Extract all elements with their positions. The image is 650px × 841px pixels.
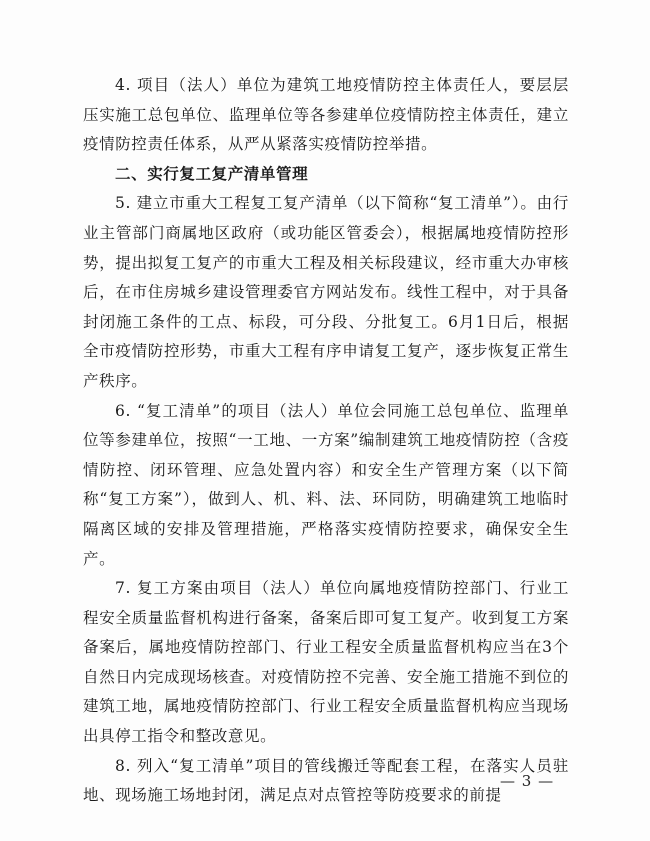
paragraph-item-8: 8. 列入“复工清单”项目的管线搬迁等配套工程，在落实人员驻地、现场施工场地封闭，满足点对点管控等防疫要求的前提 <box>83 756 569 805</box>
section-heading-2: 二、实行复工复产清单管理 <box>115 164 309 183</box>
page-number: — 3 — <box>500 772 555 790</box>
paragraph-item-7: 7. 复工方案由项目（法人）单位向属地疫情防控部门、行业工程安全质量监督机构进行备案，备案后即可复工复产。收到复工方案备案后，属地疫情防控部门、行业工程安全质量监督机构应当在3个自然日内完成现场核查。对疫情防控不完善、安全施工措施不到位的建筑工地，属地疫情防控部门、行业工程安全质量监督机构应当现场出具停工指令和整改意见。 <box>83 579 569 746</box>
paragraph-item-5: 5. 建立市重大工程复工复产清单（以下简称“复工清单”）。由行业主管部门商属地区政府（或功能区管委会），根据属地疫情防控形势，提出拟复工复产的市重大工程及相关标段建议，经市重大办审核后，在市住房城乡建设管理委官方网站发布。线性工程中，对于具备封闭施工条件的工点、标段，可分段、分批复工。6月1日后，根据全市疫情防控形势，市重大工程有序申请复工复产，逐步恢复正常生产秩序。 <box>83 194 569 390</box>
document-body <box>83 71 569 811</box>
paragraph-item-4: 4. 项目（法人）单位为建筑工地疫情防控主体责任人，要层层压实施工总包单位、监理单位等各参建单位疫情防控主体责任，建立疫情防控责任体系，从严从紧落实疫情防控举措。 <box>83 76 569 154</box>
paragraph-item-6: 6. “复工清单”的项目（法人）单位会同施工总包单位、监理单位等参建单位，按照“一工地、一方案”编制建筑工地疫情防控（含疫情防控、闭环管理、应急处置内容）和安全生产管理方案（以下简称“复工方案”），做到人、机、料、法、环同防，明确建筑工地临时隔离区域的安排及管理措施，严格落实疫情防控要求，确保安全生产。 <box>83 401 569 568</box>
